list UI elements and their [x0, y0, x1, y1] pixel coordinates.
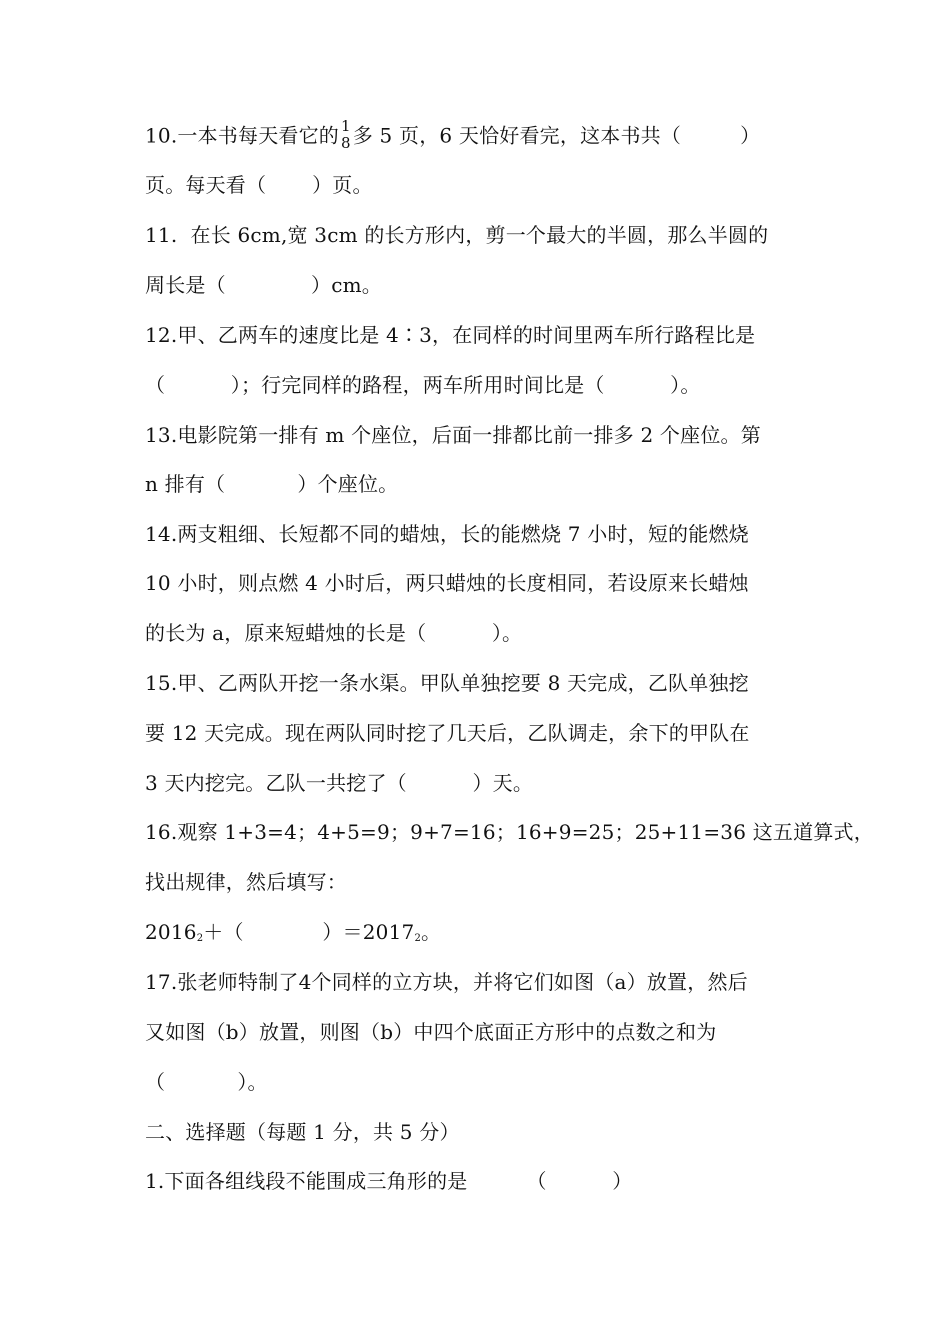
- q11-line1: 11. 在长 6cm,宽 3cm 的长方形内，剪一个最大的半圆，那么半圆的: [145, 223, 769, 247]
- q16-period: 。: [421, 920, 442, 944]
- q12-line1: 12.甲、乙两车的速度比是 4∶3，在同样的时间里两车所行路程比是: [145, 323, 756, 347]
- section-title-multiple-choice: 二、选择题（每题 1 分，共 5 分）: [145, 1120, 460, 1144]
- mc1-line1: 1.下面各组线段不能围成三角形的是 （ ）: [145, 1169, 633, 1193]
- q14-line3: 的长为 a，原来短蜡烛的长是（ ）。: [145, 621, 523, 645]
- q16-line1: 16.观察 1+3=4；4+5=9；9+7=16；16+9=25；25+11=36 这五道算式，: [145, 820, 874, 844]
- fraction-numerator: 1: [341, 117, 351, 135]
- fraction-denominator: 8: [341, 134, 351, 152]
- q13-line2: n 排有（ ）个座位。: [145, 472, 399, 496]
- q16-line2: 找出规律，然后填写：: [145, 870, 347, 894]
- q17-line2: 又如图（b）放置，则图（b）中四个底面正方形中的点数之和为: [145, 1020, 717, 1044]
- q10-line2: 页。每天看（ ）页。: [145, 173, 373, 197]
- q15-line1: 15.甲、乙两队开挖一条水渠。甲队单独挖要 8 天完成，乙队单独挖: [145, 671, 749, 695]
- q12-line2: （ ）；行完同样的路程，两车所用时间比是（ ）。: [145, 373, 701, 397]
- q10-line1: [145, 117, 761, 154]
- q10-text-after: 多 5 页，6 天恰好看完，这本书共（ ）: [352, 123, 761, 148]
- q16-year-2016: 2016: [145, 920, 197, 944]
- fraction-one-eighth: [341, 118, 351, 152]
- q16-exponent-1: 2: [196, 933, 204, 944]
- q16-blank-equation: ＋（ ）＝2017: [203, 920, 415, 944]
- q16-line3: [145, 920, 441, 951]
- q13-line1: 13.电影院第一排有 m 个座位，后面一排都比前一排多 2 个座位。第: [145, 423, 761, 447]
- q14-line2: 10 小时，则点燃 4 小时后，两只蜡烛的长度相同，若设原来长蜡烛: [145, 571, 749, 595]
- q11-line2: 周长是（ ）cm。: [145, 273, 383, 297]
- q16-exponent-2: 2: [414, 933, 422, 944]
- q14-line1: 14.两支粗细、长短都不同的蜡烛，长的能燃烧 7 小时，短的能燃烧: [145, 522, 749, 546]
- q17-line1: 17.张老师特制了4个同样的立方块，并将它们如图（a）放置，然后: [145, 970, 748, 994]
- q15-line3: 3 天内挖完。乙队一共挖了（ ）天。: [145, 771, 534, 795]
- q17-line3: （ ）。: [145, 1070, 268, 1094]
- q10-text-before: 10.一本书每天看它的: [145, 123, 340, 148]
- q15-line2: 要 12 天完成。现在两队同时挖了几天后，乙队调走，余下的甲队在: [145, 721, 750, 745]
